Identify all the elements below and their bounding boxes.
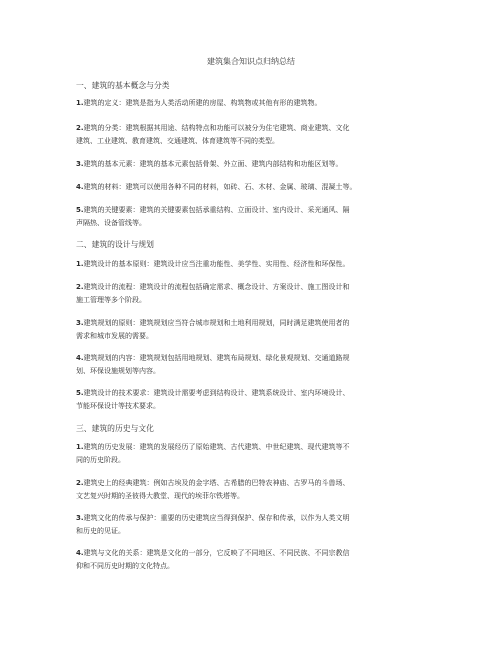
item-number: 3. [76, 160, 84, 168]
paragraph-text: 建筑规划的原则：建筑规划应当符合城市规划和土地利用规划，同时满足建筑使用者的 [83, 319, 350, 327]
item-number: 5. [76, 389, 84, 397]
paragraph-text: 同的历史阶段。 [76, 456, 125, 464]
paragraph-text: 节能环保设计等技术要求。 [76, 402, 160, 410]
paragraph-text: 文艺复兴时期的圣彼得大教堂、现代的埃菲尔铁塔等。 [76, 492, 244, 500]
paragraph-text: 声隔热、设备管线等。 [76, 219, 146, 227]
paragraph-text: 建筑设计的技术要求：建筑设计需要考虑到结构设计、建筑系统设计、室内环境设计、 [83, 389, 350, 397]
paragraph-2-3 [76, 317, 436, 343]
item-number: 1. [76, 99, 84, 107]
paragraph-text: 建筑的材料：建筑可以使用各种不同的材料，如砖、石、木材、金属、玻璃、混凝土等。 [83, 183, 357, 191]
paragraph-text: 建筑的定义：建筑是指为人类活动所建的房屋、构筑物或其他有形的建筑物。 [83, 99, 322, 107]
paragraph-text: 建筑设计的基本原则：建筑设计应当注重功能性、美学性、实用性、经济性和环保性。 [83, 260, 350, 268]
paragraph-text: 建筑的分类：建筑根据其用途、结构特点和功能可以被分为住宅建筑、商业建筑、文化 [83, 124, 350, 132]
paragraph-text: 建筑史上的经典建筑：例如古埃及的金字塔、古希腊的巴特农神庙、古罗马的斗兽场、 [83, 479, 350, 487]
item-number: 4. [76, 549, 84, 557]
paragraph-3-4 [76, 547, 436, 573]
paragraph-2-4 [76, 352, 436, 378]
item-number: 1. [76, 443, 84, 451]
paragraph-text: 建筑文化的传承与保护：重要的历史建筑应当得到保护、保存和传承，以作为人类文明 [83, 514, 350, 522]
section-heading-1: 一、建筑的基本概念与分类 [76, 81, 170, 90]
paragraph-text: 建筑的历史发展：建筑的发展经历了原始建筑、古代建筑、中世纪建筑、现代建筑等不 [83, 443, 350, 451]
paragraph-2-5 [76, 387, 436, 413]
paragraph-3-2 [76, 477, 436, 503]
item-number: 2. [76, 479, 84, 487]
item-number: 4. [76, 354, 84, 362]
paragraph-text: 建筑的关键要素：建筑的关键要素包括承重结构、立面设计、室内设计、采光通风、隔 [83, 206, 350, 214]
paragraph-3-3 [76, 512, 436, 538]
item-number: 4. [76, 183, 84, 191]
item-number: 1. [76, 260, 84, 268]
item-number: 3. [76, 319, 84, 327]
paragraph-text: 施工管理等多个阶段。 [76, 296, 146, 304]
paragraph-text: 和历史的见证。 [76, 527, 125, 535]
document-title: 建筑集合知识点归纳总结 [207, 57, 295, 66]
paragraph-text: 建筑的基本元素：建筑的基本元素包括骨架、外立面、建筑内部结构和功能区划等。 [83, 160, 343, 168]
section-heading-2: 二、建筑的设计与规划 [76, 240, 154, 249]
paragraph-text: 建筑、工业建筑、教育建筑、交通建筑、体育建筑等不同的类型。 [76, 137, 279, 145]
paragraph-text: 建筑与文化的关系：建筑是文化的一部分，它反映了不同地区、不同民族、不同宗教信 [83, 549, 350, 557]
item-number: 2. [76, 283, 84, 291]
section-heading-3: 三、建筑的历史与文化 [76, 424, 154, 433]
paragraph-2-2 [76, 281, 436, 307]
paragraph-text: 仰和不同历史时期的文化特点。 [76, 562, 174, 570]
paragraph-text: 需求和城市发展的需要。 [76, 332, 153, 340]
item-number: 5. [76, 206, 84, 214]
item-number: 2. [76, 124, 84, 132]
paragraph-1-4 [76, 181, 436, 194]
paragraph-2-1 [76, 258, 436, 271]
paragraph-3-1 [76, 441, 436, 467]
paragraph-text: 划、环保设施规划等内容。 [76, 367, 160, 375]
paragraph-1-3 [76, 158, 436, 171]
paragraph-text: 建筑设计的流程：建筑设计的流程包括确定需求、概念设计、方案设计、施工图设计和 [83, 283, 350, 291]
item-number: 3. [76, 514, 84, 522]
paragraph-1-2 [76, 122, 436, 148]
paragraph-1-1 [76, 97, 436, 110]
paragraph-text: 建筑规划的内容：建筑规划包括用地规划、建筑布局规划、绿化景观规划、交通道路规 [83, 354, 350, 362]
paragraph-1-5 [76, 204, 436, 230]
